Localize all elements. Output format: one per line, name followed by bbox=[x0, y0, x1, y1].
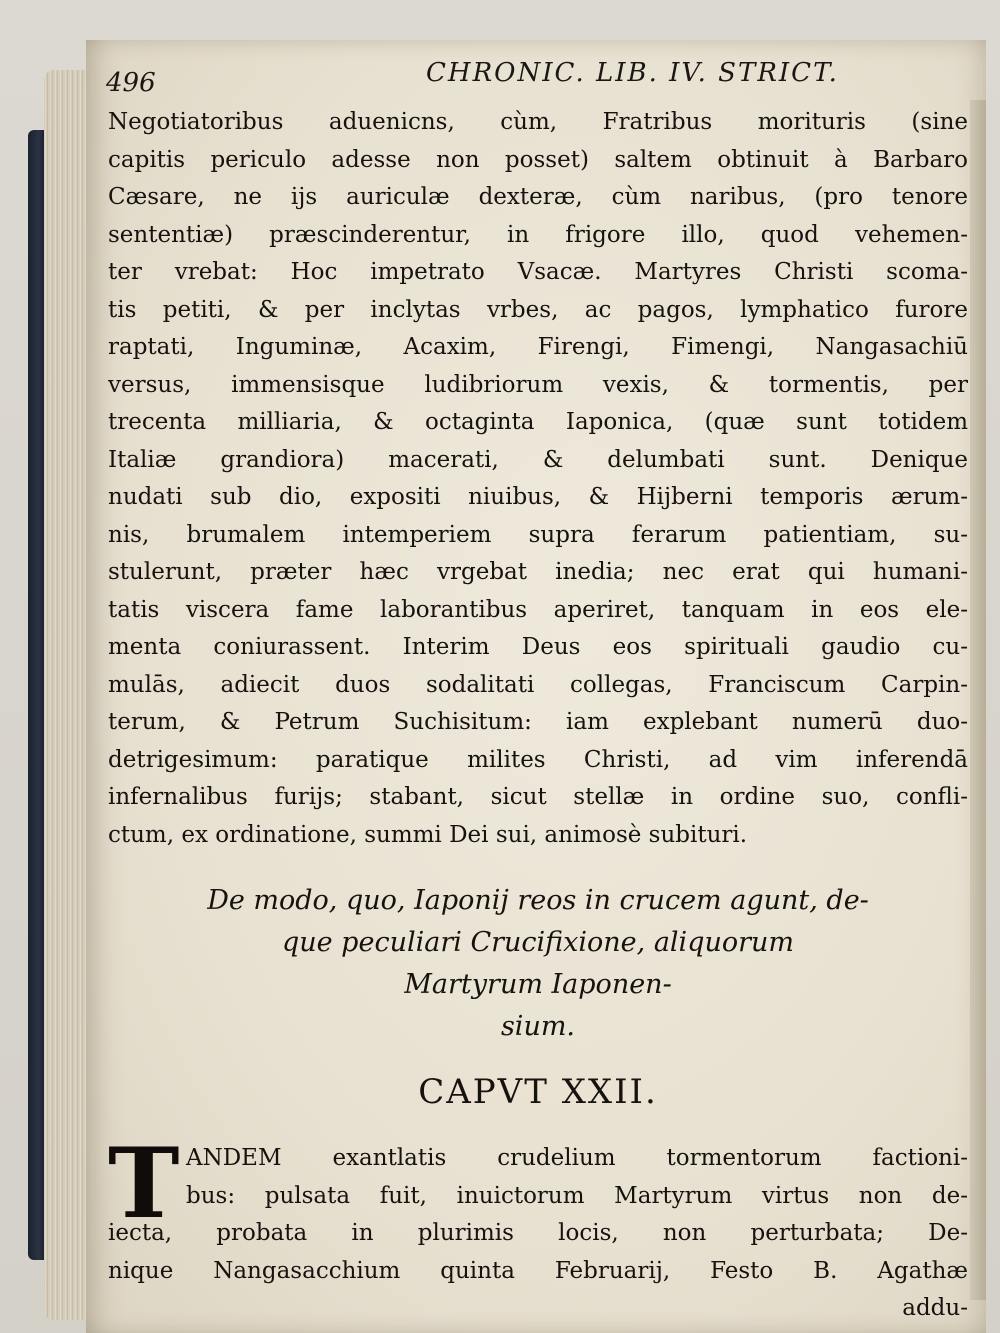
text-line-first bbox=[108, 1140, 968, 1178]
chapter-paragraph bbox=[108, 1127, 968, 1328]
text-line: Negotiatoribus aduenicns, cùm, Fratribus morituris (sine bbox=[108, 109, 968, 135]
text-line: iecta, probata in plurimis locis, non perturbata; De- bbox=[108, 1220, 968, 1246]
text-line: capitis periculo adesse non posset) saltem obtinuit à Barbaro bbox=[108, 146, 968, 173]
main-paragraph bbox=[108, 104, 968, 854]
text-line: tis petiti, & per inclytas vrbes, ac pagos, lymphatico furore bbox=[108, 296, 968, 323]
book-page bbox=[86, 40, 986, 1333]
text-line: bus: pulsata fuit, inuictorum Martyrum virtus non de- bbox=[186, 1182, 968, 1209]
text-line: addu- bbox=[902, 1295, 968, 1321]
page-body bbox=[108, 104, 968, 1328]
text-line: Italiæ grandiora) macerati, & delumbati sunt. Denique bbox=[108, 446, 968, 473]
text-line: menta coniurassent. Interim Deus eos spirituali gaudio cu- bbox=[108, 634, 968, 660]
text-line: ctum, ex ordinatione, summi Dei sui, animosè subituri. bbox=[108, 821, 748, 848]
heading-line: Martyrum Iaponen- bbox=[404, 969, 672, 1000]
text-line: ter vrebat: Hoc impetrato Vsacæ. Martyres Christi scoma- bbox=[108, 259, 968, 285]
page-header bbox=[106, 46, 956, 96]
heading-line: sium. bbox=[500, 1011, 576, 1042]
text-line: versus, immensisque ludibriorum vexis, & tormentis, per bbox=[108, 371, 968, 398]
drop-cap: T bbox=[108, 1127, 180, 1240]
text-line: nis, brumalem intemperiem supra ferarum patientiam, su- bbox=[108, 521, 968, 548]
text-line: nique Nangasacchium quinta Februarij, Festo B. Agathæ bbox=[108, 1257, 968, 1284]
text-line: terum, & Petrum Suchisitum: iam explebant numerū duo- bbox=[108, 709, 968, 735]
text-line: infernalibus furijs; stabant, sicut stellæ in ordine suo, confli- bbox=[108, 784, 968, 810]
chapter-title: CAPVT XXII. bbox=[418, 1072, 658, 1112]
first-line-rest: exantlatis crudelium tormentorum factioni- bbox=[332, 1145, 968, 1171]
page-number: 496 bbox=[106, 68, 156, 98]
text-line: tatis viscera fame laborantibus aperiret, tanquam in eos ele- bbox=[108, 596, 968, 623]
text-line: Cæsare, ne ijs auriculæ dexteræ, cùm naribus, (pro tenore bbox=[108, 184, 968, 210]
text-line: stulerunt, præter hæc vrgebat inedia; nec erat qui humani- bbox=[108, 559, 968, 585]
text-line: sententiæ) præscinderentur, in frigore illo, quod vehemen- bbox=[108, 221, 968, 248]
text-line: raptati, Inguminæ, Acaxim, Firengi, Fimengi, Nangasachiū bbox=[108, 334, 968, 360]
text-line: nudati sub dio, expositi niuibus, & Hijberni temporis ærum- bbox=[108, 484, 968, 510]
text-line: detrigesimum: paratique milites Christi, ad vim inferendā bbox=[108, 746, 968, 773]
text-line: mulās, adiecit duos sodalitati collegas, Franciscum Carpin- bbox=[108, 671, 968, 698]
heading-line: que peculiari Crucifixione, aliquorum bbox=[281, 927, 795, 958]
first-word: ANDEM bbox=[186, 1145, 282, 1171]
text-line: trecenta milliaria, & octaginta Iaponica, (quæ sunt totidem bbox=[108, 409, 968, 435]
section-heading bbox=[108, 880, 968, 1048]
running-head: CHRONIC. LIB. IV. STRICT. bbox=[426, 58, 839, 88]
facing-page-edge bbox=[970, 100, 986, 1300]
heading-line: De modo, quo, Iaponij reos in crucem agunt, de- bbox=[207, 885, 869, 916]
